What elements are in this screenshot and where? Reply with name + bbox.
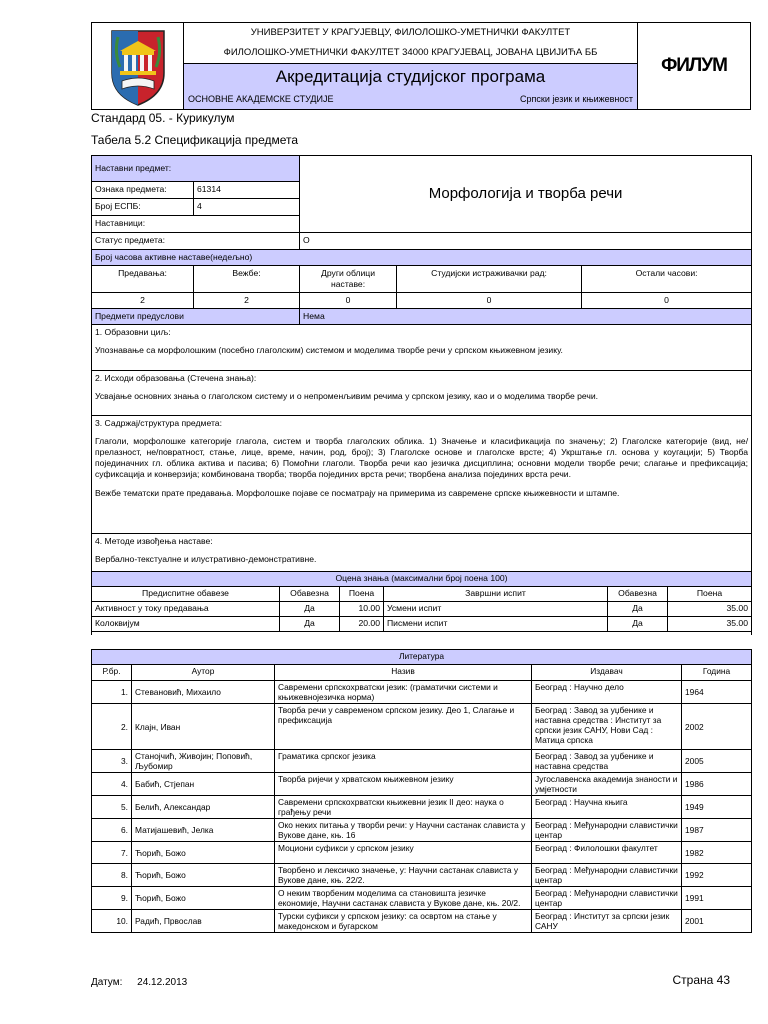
literature-title: Литература	[92, 650, 752, 665]
grading-header: Предиспитне обавезе	[92, 587, 280, 602]
literature-cell: Ћорић, Божо	[132, 887, 275, 910]
hours-value: 0	[397, 293, 582, 309]
literature-cell: Станојчић, Живојин; Поповић, Љубомир	[132, 750, 275, 773]
grading-cell: 20.00	[340, 617, 384, 632]
grading-cell: 35.00	[668, 617, 752, 632]
status-value: О	[300, 233, 752, 250]
document-header	[91, 22, 751, 110]
grading-header: Обавезна	[608, 587, 668, 602]
literature-cell: Ћорић, Божо	[132, 864, 275, 887]
literature-cell: О неким творбеним моделима са становишта језичке економије, Научни састанак слависта у Вукове дане, књ. 20/2.	[275, 887, 532, 910]
literature-header: Издавач	[532, 665, 682, 681]
literature-cell: Моциони суфикси у српском језику	[275, 842, 532, 864]
grading-table	[91, 571, 752, 635]
literature-cell: Белић, Александар	[132, 796, 275, 819]
grading-cell: Да	[608, 617, 668, 632]
grading-header: Поена	[668, 587, 752, 602]
literature-cell: Савремени српскохрватски језик: (граматички системи и књижевнојезичка норма)	[275, 681, 532, 704]
literature-cell: 1986	[682, 773, 752, 796]
hours-header: Вежбе:	[194, 266, 300, 293]
literature-header: Назив	[275, 665, 532, 681]
outcome-section	[92, 371, 752, 416]
outcome-title: 2. Исходи образовања (Стечена знања):	[95, 373, 257, 383]
subject-name: Морфологија и творба речи	[300, 156, 752, 233]
studies-row	[184, 89, 637, 109]
hours-value: 0	[300, 293, 397, 309]
status-label: Статус предмета:	[92, 233, 300, 250]
literature-cell: Београд : Међународни славистички центар	[532, 887, 682, 910]
literature-cell: Београд : Филолошки факултет	[532, 842, 682, 864]
goal-title: 1. Образовни циљ:	[95, 327, 171, 337]
literature-cell: Београд : Међународни славистички центар	[532, 819, 682, 842]
literature-header-row	[92, 665, 752, 681]
literature-cell: Творбено и лексичко значење, у: Научни састанак слависта у Вукове дане, књ. 22/2.	[275, 864, 532, 887]
literature-cell: Турски суфикси у српском језику: са освртом на стање у македонском и бугарском	[275, 910, 532, 933]
table-row	[92, 842, 752, 864]
literature-cell: Око неких питања у творби речи: у Научни састанак слависта у Вукове дане, књ. 16	[275, 819, 532, 842]
literature-cell: 1964	[682, 681, 752, 704]
literature-header: Година	[682, 665, 752, 681]
grading-cell: Писмени испит	[384, 617, 608, 632]
content-title: 3. Садржај/структура предмета:	[95, 418, 222, 428]
grading-header: Поена	[340, 587, 384, 602]
hours-header: Студијски истраживачки рад:	[397, 266, 582, 293]
hours-header: Други облици наставе:	[300, 266, 397, 293]
hours-value: 0	[582, 293, 752, 309]
literature-cell: 5.	[92, 796, 132, 819]
grading-header-row	[92, 587, 752, 602]
literature-cell: Савремени српскохрватски књижевни језик II део: наука о грађењу речи	[275, 796, 532, 819]
date-value: 24.12.2013	[137, 977, 188, 988]
literature-cell: Југославенска академија знаности и умјетности	[532, 773, 682, 796]
literature-cell: 3.	[92, 750, 132, 773]
hours-value: 2	[194, 293, 300, 309]
grading-header: Завршни испит	[384, 587, 608, 602]
literature-cell: 1992	[682, 864, 752, 887]
hours-header: Остали часови:	[582, 266, 752, 293]
grading-cell: Да	[608, 602, 668, 617]
study-program: Српски језик и књижевност	[520, 94, 633, 104]
grading-title: Оцена знања (максимални број поена 100)	[92, 572, 752, 587]
grading-cell: 35.00	[668, 602, 752, 617]
literature-cell: 1991	[682, 887, 752, 910]
grading-cell: Да	[280, 617, 340, 632]
goal-text: Упознавање са морфолошким (посебно глаголским) системом и моделима творбе речи у српском књижевном језику.	[95, 345, 563, 355]
literature-cell: 1949	[682, 796, 752, 819]
ects-value: 4	[194, 199, 300, 216]
standard-label: Стандард 05. - Курикулум	[91, 111, 235, 125]
literature-cell: 8.	[92, 864, 132, 887]
grading-header: Обавезна	[280, 587, 340, 602]
table-row	[92, 796, 752, 819]
teachers-label: Наставници:	[92, 216, 300, 233]
literature-header: Р.бр.	[92, 665, 132, 681]
university-name: УНИВЕРЗИТЕТ У КРАГУЈЕВЦУ, ФИЛОЛОШКО-УМЕТНИЧКИ ФАКУЛТЕТ	[250, 27, 571, 38]
literature-table	[91, 649, 752, 933]
literature-cell: 7.	[92, 842, 132, 864]
filum-brand-logo: ФИЛУМ	[637, 23, 750, 109]
literature-header: Аутор	[132, 665, 275, 681]
literature-cell: Београд : Завод за уџбенике и наставна средства	[532, 750, 682, 773]
code-value: 61314	[194, 182, 300, 199]
grading-cell: Активност у току предавања	[92, 602, 280, 617]
hours-value: 2	[92, 293, 194, 309]
table-row	[92, 773, 752, 796]
literature-cell: Београд : Научна књига	[532, 796, 682, 819]
course-specification-table	[91, 155, 752, 574]
grading-cell: Да	[280, 602, 340, 617]
table-row	[92, 681, 752, 704]
content-text: Глаголи, морфолошке категорије глагола, систем и творба глаголских облика. 1) Значење и класификација по значењу; 2) Глаголске категорије (вид, не/прелазност, не/повратност, стање, лице, време, начин, род, број); 3) Глаголске основе и глаголске врсте; 4) Укрштање гл. основа у коугацији; 5) Творба појединачних гл. облика актива и пасива; 6) Помоћни глаголи. Творба речи као језичка дисциплина; основни модели творбе речи; слагање и префиксација; суфиксација и конверзија; комбинована творба; творба појединих врста речи; творбена анализа појединих врста речи.	[95, 436, 749, 479]
literature-cell: Београд : Међународни славистички центар	[532, 864, 682, 887]
grading-cell: Колоквијум	[92, 617, 280, 632]
literature-cell: Београд : Завод за уџбенике и наставна средства : Институт за српски језик САНУ, Нови Сад : Матица српска	[532, 704, 682, 750]
studies-level: ОСНОВНЕ АКАДЕМСКЕ СТУДИЈЕ	[188, 94, 334, 104]
prereq-label: Предмети предуслови	[92, 309, 300, 325]
subject-label: Наставни предмет:	[92, 156, 300, 182]
table-row	[92, 617, 752, 632]
literature-cell: 2.	[92, 704, 132, 750]
table-row	[92, 887, 752, 910]
literature-cell: Клајн, Иван	[132, 704, 275, 750]
code-label: Ознака предмета:	[92, 182, 194, 199]
outcome-text: Усвајање основних знања о глаголском систему и о непроменљивим речима у српском језику, као и о моделима творбе речи.	[95, 391, 599, 401]
literature-cell: Бабић, Стјепан	[132, 773, 275, 796]
literature-cell: Београд : Научно дело	[532, 681, 682, 704]
table-row	[92, 704, 752, 750]
literature-cell: 1.	[92, 681, 132, 704]
grading-cell: 10.00	[340, 602, 384, 617]
document-title: Акредитација студијског програма	[184, 63, 637, 89]
literature-cell: Матијашевић, Јелка	[132, 819, 275, 842]
table-caption: Табела 5.2 Спецификација предмета	[91, 133, 299, 147]
literature-cell: Творба речи у савременом српском језику. Део 1, Слагање и префиксација	[275, 704, 532, 750]
content-section	[92, 416, 752, 534]
table-row	[92, 819, 752, 842]
literature-cell: 2002	[682, 704, 752, 750]
table-row	[92, 910, 752, 933]
grading-cell: Усмени испит	[384, 602, 608, 617]
faculty-address: ФИЛОЛОШКО-УМЕТНИЧКИ ФАКУЛТЕТ 34000 КРАГУЈЕВАЦ, ЈОВАНА ЦВИЈИЋА ББ	[223, 47, 598, 58]
methods-title: 4. Методе извођења наставе:	[95, 536, 213, 546]
university-crest-logo	[92, 23, 184, 109]
literature-cell: 1987	[682, 819, 752, 842]
literature-cell: 2001	[682, 910, 752, 933]
content-exercises-text: Вежбе тематски прате предавања. Морфолошке појаве се посматрају на примерима из савремене српске књижевности и штампе.	[95, 488, 620, 498]
literature-cell: Граматика српског језика	[275, 750, 532, 773]
goal-section	[92, 325, 752, 371]
literature-cell: 1982	[682, 842, 752, 864]
literature-cell: 10.	[92, 910, 132, 933]
literature-cell: Ћорић, Божо	[132, 842, 275, 864]
table-row	[92, 864, 752, 887]
table-row	[92, 602, 752, 617]
hours-header: Предавања:	[92, 266, 194, 293]
literature-cell: 2005	[682, 750, 752, 773]
literature-cell: Радић, Првослав	[132, 910, 275, 933]
literature-cell: Београд : Институт за српски језик САНУ	[532, 910, 682, 933]
literature-cell: Стевановић, Михаило	[132, 681, 275, 704]
literature-cell: 4.	[92, 773, 132, 796]
page-number: Страна 43	[672, 973, 730, 987]
table-row	[92, 750, 752, 773]
methods-section	[92, 534, 752, 574]
prereq-value: Нема	[300, 309, 752, 325]
ects-label: Број ЕСПБ:	[92, 199, 194, 216]
literature-cell: 9.	[92, 887, 132, 910]
methods-text: Вербално-текстуалне и илустративно-демонстративне.	[95, 554, 317, 564]
date-label: Датум:	[91, 977, 123, 988]
literature-cell: Творба ријечи у хрватском књижевном језику	[275, 773, 532, 796]
hours-title: Број часова активне наставе(недељно)	[92, 250, 752, 266]
literature-cell: 6.	[92, 819, 132, 842]
footer-date	[91, 977, 187, 988]
